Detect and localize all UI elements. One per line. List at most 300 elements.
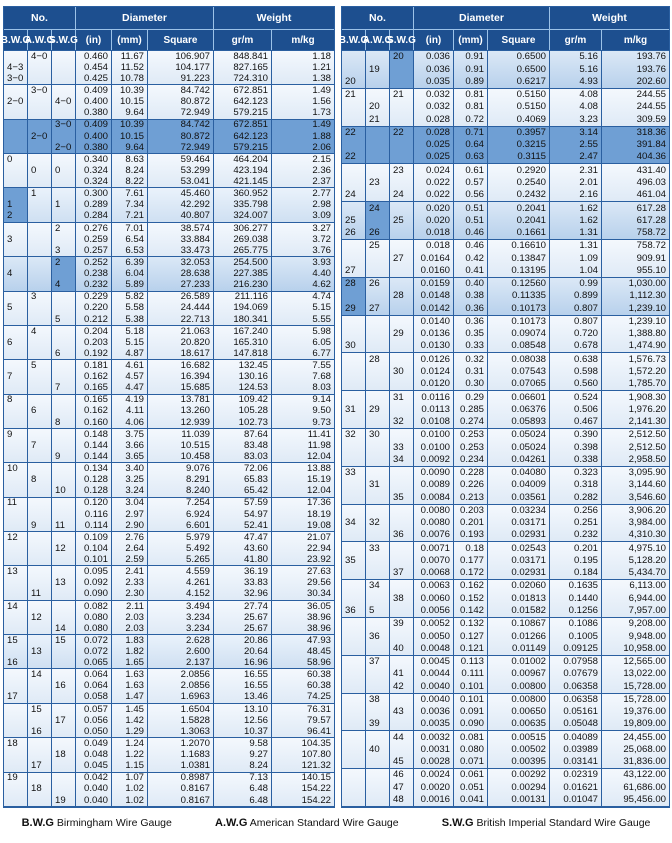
- table-cell: 0.01002: [511, 656, 546, 668]
- column-inch: [414, 353, 454, 390]
- column-mm: [112, 360, 148, 393]
- column-inch: [76, 566, 112, 599]
- table-cell: 1.45: [125, 703, 144, 715]
- column-mkg: [272, 223, 334, 256]
- table-cell: 672.851: [233, 85, 268, 97]
- column-inch: [414, 769, 454, 806]
- header-mkg: m/kg: [291, 34, 315, 46]
- column-mm: [112, 738, 148, 771]
- column-grm: [550, 127, 602, 164]
- table-cell: 4.06: [125, 416, 144, 428]
- column-bwg: [4, 395, 28, 428]
- column-mm: [454, 240, 488, 277]
- table-cell: 10: [7, 463, 18, 475]
- table-cell: 18.617: [180, 347, 210, 359]
- column-inch: [414, 51, 454, 88]
- table-cell: [52, 463, 75, 474]
- column-awg: [28, 223, 52, 256]
- table-cell: [342, 164, 365, 176]
- table-cell: 0.06358: [563, 680, 598, 692]
- table-cell: 0.01813: [511, 592, 546, 604]
- column-bwg: [342, 731, 366, 768]
- table-cell: [390, 340, 413, 352]
- table-cell: 2.76: [125, 531, 144, 543]
- column-grm: [214, 188, 272, 221]
- column-bwg: [4, 257, 28, 290]
- table-cell: 324.007: [233, 210, 268, 222]
- column-mm: [112, 154, 148, 187]
- column-sq: [148, 85, 214, 118]
- table-cell: 5: [7, 302, 13, 314]
- table-cell: [342, 630, 365, 642]
- table-cell: 3.66: [125, 439, 144, 451]
- table-cell: [342, 290, 365, 302]
- table-cell: 0.035: [425, 75, 450, 87]
- table-cell: 0.080: [83, 622, 108, 634]
- table-cell: 0.38: [465, 290, 484, 302]
- table-cell: 6.53: [125, 244, 144, 256]
- table-cell: 2−0: [31, 130, 48, 142]
- table-cell: 0.0045: [420, 656, 450, 668]
- column-grm: [550, 505, 602, 542]
- table-cell: [342, 794, 365, 806]
- table-cell: 96.41: [306, 725, 331, 737]
- table-cell: 3.65: [125, 450, 144, 462]
- column-bwg: [4, 154, 28, 187]
- table-cell: 4.62: [312, 279, 331, 291]
- table-cell: 579.215: [233, 107, 268, 119]
- column-inch: [414, 656, 454, 693]
- table-cell: 19: [369, 63, 380, 75]
- table-cell: [366, 51, 389, 63]
- column-mm: [454, 353, 488, 390]
- table-cell: 0.91: [465, 51, 484, 63]
- table-cell: 5.15: [125, 336, 144, 348]
- column-awg: [28, 635, 52, 668]
- column-bwg: [4, 601, 28, 634]
- table-cell: 0.284: [83, 210, 108, 222]
- column-mkg: [272, 326, 334, 359]
- table-cell: 45: [393, 756, 404, 768]
- column-inch: [414, 694, 454, 731]
- column-grm: [214, 154, 272, 187]
- table-cell: 14: [7, 600, 18, 612]
- column-sq: [488, 731, 550, 768]
- table-cell: 25: [345, 214, 356, 226]
- table-cell: 154.22: [301, 794, 331, 806]
- table-row-group: [4, 223, 334, 257]
- column-swg: [390, 316, 414, 353]
- table-cell: 6.39: [125, 256, 144, 268]
- table-cell: [52, 154, 75, 165]
- table-cell: 9.73: [312, 416, 331, 428]
- table-cell: 4: [31, 325, 37, 337]
- column-awg: [28, 395, 52, 428]
- table-cell: [366, 265, 389, 277]
- table-cell: 0.226: [459, 479, 484, 491]
- column-awg: [28, 292, 52, 325]
- column-swg: [390, 580, 414, 617]
- table-cell: [390, 265, 413, 277]
- table-cell: [4, 108, 27, 119]
- table-cell: [28, 509, 51, 520]
- table-cell: 758.72: [636, 227, 666, 239]
- table-row-group: [4, 532, 334, 566]
- column-bwg: [342, 580, 366, 617]
- table-row-group: [4, 669, 334, 703]
- table-cell: 180.341: [233, 313, 268, 325]
- table-cell: [366, 529, 389, 541]
- legend-text: Birmingham Wire Gauge: [56, 817, 172, 829]
- table-cell: 0.00395: [511, 756, 546, 768]
- table-cell: 0.30: [465, 378, 484, 390]
- table-cell: 45.460: [180, 188, 210, 200]
- table-cell: 2.33: [125, 577, 144, 589]
- table-row-group: [4, 429, 334, 463]
- table-cell: 124.53: [238, 382, 268, 394]
- table-cell: [366, 139, 389, 151]
- column-mm: [112, 429, 148, 462]
- column-grm: [550, 164, 602, 201]
- table-cell: 3.72: [312, 233, 331, 245]
- table-cell: 0.13195: [511, 264, 546, 276]
- column-bwg: [4, 326, 28, 359]
- table-row-group: [4, 566, 334, 600]
- column-mm: [112, 120, 148, 153]
- table-cell: 165.310: [233, 336, 268, 348]
- table-cell: 0.256: [573, 504, 598, 516]
- column-grm: [550, 769, 602, 806]
- table-cell: 1.65: [125, 657, 144, 669]
- table-cell: [28, 429, 51, 440]
- table-cell: 0.232: [573, 529, 598, 541]
- table-cell: 0.29: [465, 391, 484, 403]
- table-cell: [28, 715, 51, 726]
- table-cell: 0.162: [83, 371, 108, 383]
- table-cell: [4, 795, 27, 806]
- table-cell: 4−0: [55, 96, 72, 108]
- table-cell: 5: [55, 313, 61, 325]
- column-mkg: [272, 566, 334, 599]
- table-row-group: [342, 278, 669, 316]
- table-cell: 0.91: [465, 63, 484, 75]
- table-cell: 12.56: [243, 714, 268, 726]
- table-cell: 0.0016: [420, 794, 450, 805]
- table-cell: [342, 706, 365, 718]
- column-grm: [214, 85, 272, 118]
- table-cell: 3,984.00: [628, 517, 666, 529]
- table-cell: 0.257: [83, 244, 108, 256]
- table-cell: [366, 340, 389, 352]
- table-cell: 80.872: [180, 96, 210, 108]
- column-mm: [454, 694, 488, 731]
- table-cell: 27.74: [243, 600, 268, 612]
- table-cell: 0.99: [579, 278, 598, 290]
- table-cell: [52, 692, 75, 703]
- table-cell: [4, 554, 27, 565]
- table-cell: [28, 142, 51, 153]
- table-cell: [390, 113, 413, 125]
- column-grm: [214, 566, 272, 599]
- table-cell: [366, 252, 389, 264]
- table-cell: 0.02543: [511, 542, 546, 554]
- column-grm: [214, 532, 272, 565]
- column-mm: [112, 51, 148, 84]
- table-cell: 0.12560: [511, 278, 546, 290]
- table-cell: 0.072: [83, 646, 108, 657]
- table-cell: 1.49: [312, 85, 331, 97]
- column-mm: [454, 429, 488, 466]
- column-bwg: [4, 223, 28, 256]
- column-mm: [112, 463, 148, 496]
- table-cell: 672.851: [233, 119, 268, 131]
- table-cell: 3.27: [312, 222, 331, 234]
- table-cell: [366, 189, 389, 201]
- table-row-group: [342, 656, 669, 694]
- column-mm: [454, 51, 488, 88]
- table-cell: 8.24: [249, 760, 268, 772]
- table-cell: [28, 532, 51, 543]
- table-cell: [342, 567, 365, 579]
- table-cell: 0.0160: [420, 264, 450, 276]
- table-cell: [366, 214, 389, 226]
- table-cell: 140.15: [301, 772, 331, 784]
- column-mkg: [272, 429, 334, 462]
- column-swg: [390, 240, 414, 277]
- column-mkg: [602, 202, 669, 239]
- table-cell: 0.101: [459, 693, 484, 705]
- table-cell: 27: [345, 264, 356, 276]
- header-no: No.: [342, 7, 414, 29]
- table-cell: 0.05024: [511, 441, 546, 453]
- table-cell: 9,208.00: [628, 618, 666, 630]
- table-cell: 87.64: [243, 428, 268, 440]
- column-inch: [414, 391, 454, 428]
- table-cell: 12: [55, 542, 66, 554]
- table-cell: 0.57: [465, 176, 484, 188]
- table-cell: 421.145: [233, 176, 268, 188]
- table-cell: 4.87: [125, 347, 144, 359]
- table-cell: 0.058: [83, 691, 108, 703]
- table-cell: 0.06601: [511, 391, 546, 403]
- table-cell: 28: [345, 278, 356, 290]
- table-cell: [390, 656, 413, 668]
- table-cell: 28: [369, 353, 380, 365]
- table-cell: [52, 211, 75, 222]
- table-cell: 5.55: [312, 313, 331, 325]
- column-sq: [148, 429, 214, 462]
- table-cell: 0.109: [83, 531, 108, 543]
- header-mm: (mm): [454, 30, 488, 50]
- table-cell: 25: [393, 214, 404, 226]
- column-mkg: [272, 669, 334, 702]
- table-cell: 0.04009: [511, 479, 546, 491]
- table-cell: 848.841: [233, 50, 268, 62]
- column-mkg: [272, 773, 334, 806]
- column-sq: [148, 120, 214, 153]
- table-cell: 11: [31, 588, 41, 600]
- table-cell: 5.18: [125, 325, 144, 337]
- table-cell: 23: [369, 176, 380, 188]
- table-cell: 6.54: [125, 233, 144, 245]
- table-cell: [4, 223, 27, 234]
- table-cell: 53.299: [180, 164, 210, 176]
- table-cell: 61,686.00: [623, 781, 666, 793]
- table-cell: 13: [7, 566, 18, 578]
- table-cell: 47: [393, 781, 404, 793]
- table-cell: 0.0020: [420, 781, 450, 793]
- header-square: Square: [488, 30, 550, 50]
- table-cell: 3.93: [312, 256, 331, 268]
- table-cell: [28, 382, 51, 393]
- table-cell: [4, 360, 27, 371]
- table-cell: 13.781: [180, 394, 210, 406]
- table-cell: 0.807: [573, 315, 598, 327]
- table-cell: 758.72: [636, 240, 666, 252]
- table-cell: [366, 769, 389, 781]
- table-cell: 0.0056: [420, 605, 450, 617]
- table-cell: 7.254: [185, 497, 210, 509]
- table-cell: 0.11335: [512, 290, 546, 302]
- table-cell: 3: [7, 233, 13, 245]
- table-cell: 0.0031: [420, 743, 450, 755]
- column-inch: [76, 360, 112, 393]
- table-cell: 38.574: [180, 222, 210, 234]
- table-cell: 3.24: [125, 485, 144, 497]
- table-cell: [342, 252, 365, 264]
- table-cell: 0.121: [459, 642, 484, 654]
- table-cell: 48.45: [306, 646, 331, 657]
- table-cell: 31: [345, 403, 356, 415]
- table-row-group: [4, 360, 334, 394]
- table-cell: 4.40: [312, 268, 331, 280]
- left-table-body: [4, 51, 334, 807]
- table-cell: [52, 51, 75, 62]
- table-cell: 0.276: [83, 222, 108, 234]
- table-cell: [342, 731, 365, 743]
- column-sq: [488, 89, 550, 126]
- table-cell: 1,572.20: [628, 365, 666, 377]
- table-cell: 9: [31, 519, 37, 531]
- column-sq: [488, 542, 550, 579]
- column-mm: [112, 326, 148, 359]
- table-cell: [28, 268, 51, 279]
- table-cell: 10.15: [119, 96, 144, 108]
- table-cell: [390, 517, 413, 529]
- table-cell: 2.15: [312, 153, 331, 165]
- table-cell: [4, 760, 27, 771]
- table-cell: [52, 292, 75, 303]
- table-cell: 1.38: [312, 73, 331, 85]
- table-cell: 0.41: [465, 264, 484, 276]
- column-awg: [366, 731, 390, 768]
- column-mm: [454, 542, 488, 579]
- table-cell: [366, 706, 389, 718]
- column-bwg: [4, 51, 28, 84]
- table-cell: 0.03141: [563, 756, 598, 768]
- table-cell: [52, 646, 75, 657]
- column-mm: [112, 257, 148, 290]
- column-mkg: [602, 127, 669, 164]
- table-cell: [342, 353, 365, 365]
- column-inch: [414, 164, 454, 201]
- table-cell: 60.38: [306, 669, 331, 681]
- table-cell: [4, 578, 27, 589]
- table-cell: 464.204: [233, 153, 268, 165]
- table-cell: [342, 202, 365, 214]
- column-inch: [76, 498, 112, 531]
- table-cell: 6.924: [185, 508, 210, 520]
- table-cell: [28, 635, 51, 646]
- table-cell: 32: [345, 429, 356, 441]
- table-cell: [366, 505, 389, 517]
- table-cell: 9: [7, 428, 13, 440]
- table-cell: 0.05893: [511, 416, 546, 428]
- table-cell: [366, 567, 389, 579]
- header-swg: S.W.G: [52, 30, 76, 50]
- table-cell: 1.42: [125, 714, 144, 726]
- table-cell: 0.229: [83, 291, 108, 303]
- table-cell: [28, 623, 51, 634]
- table-cell: [390, 227, 413, 239]
- table-cell: [366, 89, 389, 101]
- table-cell: [390, 240, 413, 252]
- table-cell: 7,957.00: [628, 605, 666, 617]
- table-cell: [390, 605, 413, 617]
- table-cell: 0.00131: [511, 794, 546, 805]
- column-awg: [28, 738, 52, 771]
- table-cell: 33.884: [180, 233, 210, 245]
- table-cell: [390, 278, 413, 290]
- table-cell: 27.233: [180, 279, 210, 291]
- table-cell: 35: [345, 554, 356, 566]
- column-grm: [550, 89, 602, 126]
- table-row-group: [4, 738, 334, 772]
- table-cell: [4, 176, 27, 187]
- table-cell: [28, 578, 51, 589]
- table-cell: [390, 139, 413, 151]
- table-cell: [366, 290, 389, 302]
- column-inch: [76, 257, 112, 290]
- table-cell: 4: [55, 279, 61, 291]
- column-awg: [28, 566, 52, 599]
- column-awg: [366, 505, 390, 542]
- column-awg: [366, 391, 390, 428]
- table-cell: 306.277: [233, 222, 268, 234]
- table-cell: 0.051: [459, 781, 484, 793]
- table-cell: 0.253: [459, 429, 484, 441]
- table-cell: [4, 646, 27, 657]
- table-cell: 33: [369, 542, 380, 554]
- table-cell: 0.101: [459, 680, 484, 692]
- column-swg: [390, 656, 414, 693]
- table-cell: 2.06: [312, 141, 331, 153]
- column-mm: [454, 618, 488, 655]
- table-cell: 39: [393, 618, 404, 630]
- table-cell: 0.201: [573, 542, 598, 554]
- table-cell: [4, 348, 27, 359]
- column-grm: [214, 257, 272, 290]
- table-cell: 43.60: [243, 542, 268, 554]
- table-cell: 1.15: [125, 760, 144, 772]
- table-cell: 7: [55, 382, 61, 394]
- table-cell: 1.63: [125, 669, 144, 681]
- table-cell: 0.0164: [420, 252, 450, 264]
- table-cell: 2.0856: [180, 669, 210, 681]
- column-inch: [76, 120, 112, 153]
- table-cell: 0.028: [425, 113, 450, 125]
- table-cell: 0.114: [84, 519, 108, 531]
